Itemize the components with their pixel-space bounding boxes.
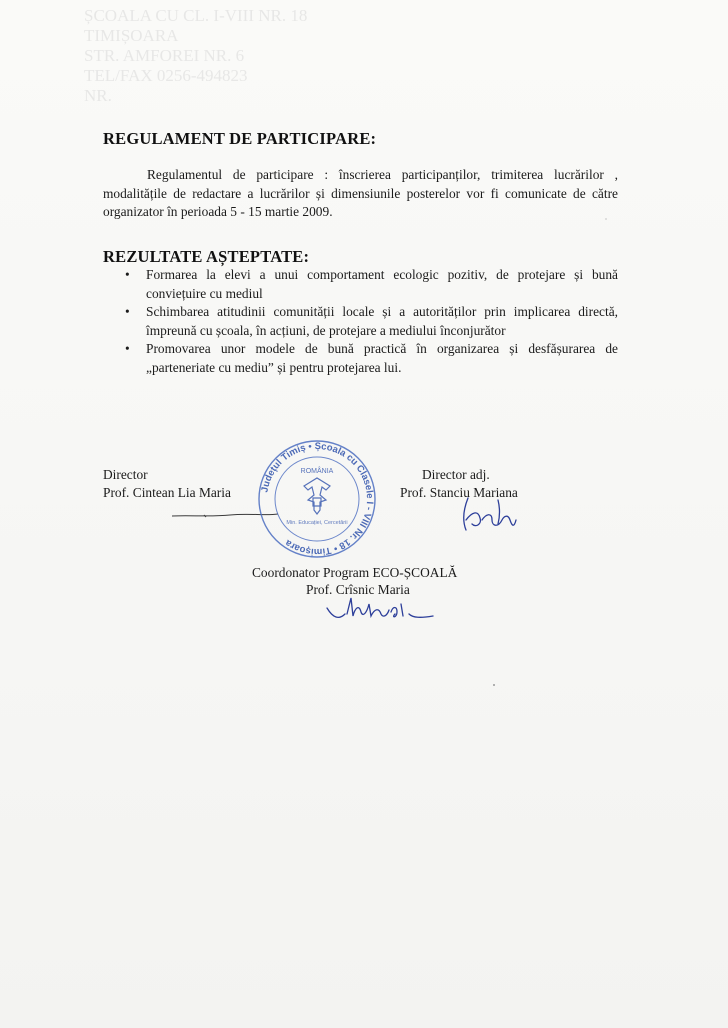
official-stamp [256, 440, 378, 558]
svg-text:Județul Timiș • Școala cu Cl: Județul Timiș • Școala cu Clasele I - VIII Nr. 18 • Timișoara [259, 440, 376, 558]
coordinator-name: Prof. Crîsnic Maria [306, 582, 410, 597]
coordinator-title: Coordonator Program ECO-ȘCOALĂ [252, 565, 458, 580]
bleed-through-header: ȘCOALA CU CL. I-VIII NR. 18 TIMIȘOARA STR. AMFOREI NR. 6 TEL/FAX 0256-494823 NR. [84, 6, 308, 105]
director-adj-name: Prof. Stanciu Mariana [400, 485, 518, 500]
stamp-inner-text: Min. Educației, Cercetării [286, 520, 348, 526]
director-name: Prof. Cintean Lia Maria [103, 485, 231, 500]
list-item [103, 340, 618, 377]
list-item-text: Formarea la elevi a unui comportament ecologic pozitiv, de protejare și bună conviețuire cu mediul [146, 267, 618, 301]
bullet-icon: • [125, 267, 130, 282]
director-adj-title: Director adj. [422, 467, 490, 482]
director-adj-signature [458, 490, 520, 536]
section-heading-rezultate: REZULTATE AȘTEPTATE: [103, 247, 310, 266]
stamp-country: ROMÂNIA [300, 468, 334, 475]
regulament-paragraph: Regulamentul de participare : înscrierea participanților, trimiterea lucrărilor , modalitățile de redactare a lucrărilor și dimensiunile posterelor vor fi comunicate de către organizator în perioada 5 - 15 martie 2009. [103, 167, 618, 219]
coordinator-signature [325, 594, 435, 624]
scan-speck [605, 218, 607, 220]
list-item [103, 266, 618, 303]
list-item [103, 303, 618, 340]
rezultate-list [103, 266, 618, 377]
bullet-icon: • [125, 341, 130, 356]
coat-of-arms-icon [304, 478, 330, 514]
bleed-through-body [84, 212, 87, 248]
bullet-icon: • [125, 304, 130, 319]
director-title: Director [103, 467, 148, 482]
list-item-text: Promovarea unor modele de bună practică în organizarea și desfășurarea de „parteneriate cu mediu” și pentru protejarea lui. [146, 341, 618, 375]
scan-speck [493, 684, 495, 686]
list-item-text: Schimbarea atitudinii comunității locale și a autorităților prin implicarea directă, împreună cu școala, în acțiuni, de protejare a mediului înconjurător [146, 304, 618, 338]
section-heading-regulament: REGULAMENT DE PARTICIPARE: [103, 129, 377, 148]
